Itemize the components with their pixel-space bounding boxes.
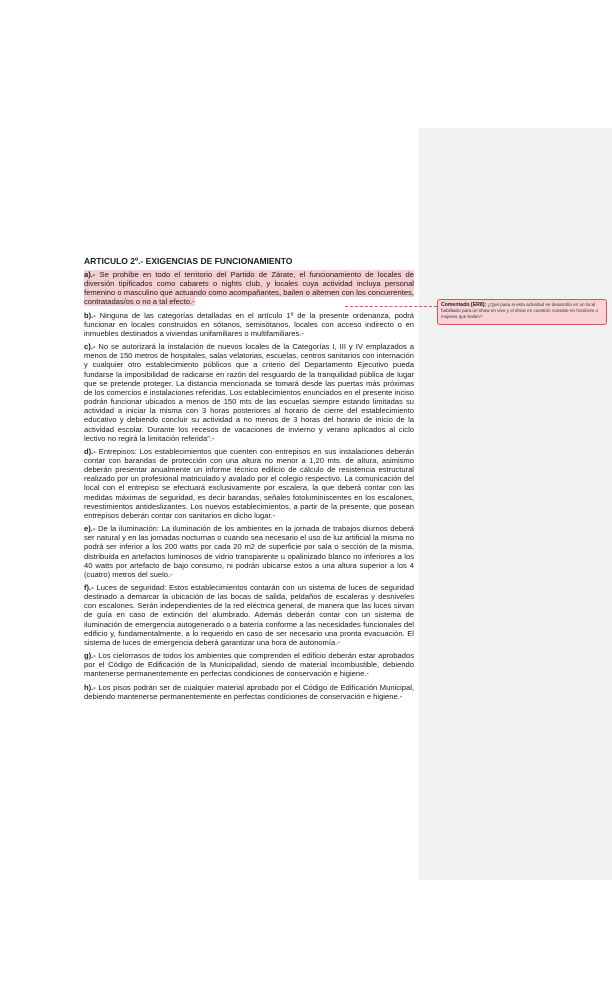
paragraph-d [84,447,414,520]
paragraph-f [84,583,414,647]
comment-balloon[interactable] [437,299,607,325]
paragraph-label: a).- [84,270,96,279]
paragraph-b [84,311,414,338]
comment-author: Comentado [ER8]: [441,302,487,308]
paragraph-h [84,683,414,701]
paragraph-a[interactable] [84,270,414,307]
paragraph-text: Se prohíbe en todo el territorio del Partido de Zárate, el funcionamiento de locales de diversión tipificados como cabarets o nights club, y locales cuya actividad incluya personal femenino o masculino que actuando como acompañantes, bailen o alternen con los concurrentes, contratadas/os o no a tal efecto.- [84,270,414,307]
paragraph-text: De la iluminación: La iluminación de los ambientes en la jornada de trabajos diurnos deberá ser natural y en las jornadas nocturnas o cuando sea necesario el uso de luz artificial la misma no podrá ser inferior a los 200 watts por cada 20 m2 de superficie por sala o sección de la misma, distribuida en artefactos luminosos de vidrio transparente u opalinizado blanco no inferiores a los 40 watts por artefacto de bajo consumo, ni podrán ubicarse estos a una altura superior a los 4 (cuatro) metros del suelo.- [84,524,414,579]
document-body [84,256,414,705]
paragraph-label: b).- [84,310,96,320]
paragraph-label: e).- [84,524,96,534]
paragraph-label: h).- [84,682,96,692]
comment-text: ¿Qué pasa si esta actividad se desarrolla en un local habilitado para un show en vivo y el show en cuestión consiste en hombres o mujeres que bailen? [441,302,599,320]
paragraph-label: f).- [84,583,94,592]
paragraph-text: Entrepisos: Los establecimientos que cuenten con entrepisos en sus instalaciones deberán contar con barandas de protección con una altura no menor a 1,20 mts. de altura, asimismo deberán presentar anualmente un informe técnico edilicio de cálculo de resistencia estructural realizado por un profesional matriculado y avalado por el colegio respectivo. La comunicación del local con el entrepiso se efectuará exclusivamente por escalera, la que deberá contar con las medidas máximas de seguridad, es decir barandas, señales fotoluminiscentes en los escalones, revestimientos antideslizantes. Los nuevos establecimientos, a partir de la presente, que posean entrepisos deberán contar con sanitarios en dicho lugar.- [84,446,414,520]
paragraph-text: Luces de seguridad: Estos establecimientos contarán con un sistema de luces de seguridad destinado a demarcar la ubicación de las bocas de salida, peldaños de escaleras y desniveles con escalones. Serán independientes de la red eléctrica general, de manera que las luces sirvan de guía en caso de extinción del alumbrado. Además deberán contar con un sistema de iluminación de emergencia autogenerado o a batería conforme a las necesidades funcionales del edificio y, fundamentalmente, a lo requerido en caso de ser necesario una pronta evacuación. El sistema de luces de emergencia deberá garantizar una hora de autonomía.- [84,583,414,647]
comments-margin-pane [419,128,612,880]
paragraph-c [84,342,414,443]
comment-anchor-line [345,306,437,307]
paragraph-text: Ninguna de las categorías detalladas en el artículo 1º de la presente ordenanza, podrá funcionar en locales construidos en sótanos, semisótanos, locales con acceso indirecto o en inmuebles destinados a viviendas unifamiliares o multifamiliares.- [84,310,414,338]
paragraph-label: d).- [84,446,96,456]
paragraph-e [84,524,414,579]
paragraph-text: Los pisos podrán ser de cualquier material aprobado por el Código de Edificación Municipal, debiendo mantenerse permanentemente en perfectas condiciones de conservación e higiene.- [84,682,414,701]
paragraph-g [84,651,414,678]
paragraph-text: No se autorizará la instalación de nuevos locales de la Categorías I, III y IV emplazados a menos de 150 metros de hospitales, salas velatorias, escuelas, centros sanitarios con internación y cualquier otro establecimiento públicos que a criterio del Departamento Ejecutivo pueda fundarse la imposibilidad de radicarse en razón del resguardo de la tranquilidad pública de lugar que se pretende proteger. La distancia mencionada se tomará desde las puertas más próximas de los comercios e instalaciones referidas. Los establecimientos enunciados en el presente inciso podrán funcionar ubicados a menos de 150 mts de las escuelas siempre estando limitadas su actividad a iniciar la misma con 3 horas posteriores al horario de cierre del establecimiento educativo y debiendo concluir su actividad a no menos de 3 horas del horario de inicio de la actividad escolar. Durante los recesos de vacaciones de invierno y verano aplicados al ciclo lectivo no regirá la limitación referida".- [84,342,414,443]
article-title: ARTICULO 2º.- EXIGENCIAS DE FUNCIONAMIENTO [84,256,293,266]
paragraph-text: Los cielorrasos de todos los ambientes que comprenden el edificio deberán estar aprobados por el Código de Edificación de la Municipalidad, siendo de material incombustible, debiendo mantenerse permanentemente en perfectas condiciones de conservación e higiene.- [84,651,414,679]
paragraph-label: g).- [84,651,96,661]
paragraph-label: c).- [84,342,96,352]
